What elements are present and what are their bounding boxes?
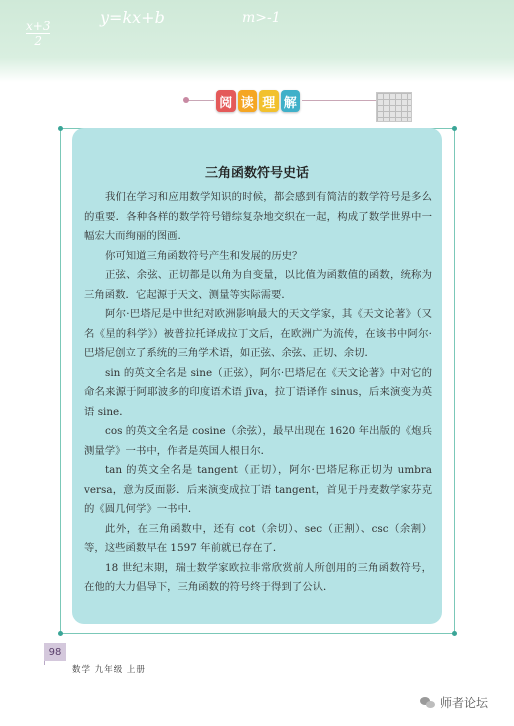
- corner-dot-top-right: [452, 126, 457, 131]
- formula-denominator: 2: [34, 34, 43, 48]
- reading-box: [72, 128, 442, 624]
- paragraph: 我们在学习和应用数学知识的时候，都会感到有简洁的数学符号是多么的重要．各种各样的数学符号错综复杂地交织在一起，构成了数学世界中一幅宏大而绚丽的图画．: [84, 191, 432, 242]
- book-label: 数学 九年级 上册: [72, 665, 146, 675]
- grid-paper-icon: [376, 92, 412, 122]
- article-body: [84, 188, 432, 598]
- watermark: [420, 694, 488, 711]
- article-title: 三角函数符号史话: [204, 166, 309, 181]
- rule-dot-left: [183, 97, 189, 103]
- formula-fraction: [26, 20, 50, 47]
- watermark-text: 师者论坛: [440, 696, 489, 710]
- paragraph: 18 世纪末期，瑞士数学家欧拉非常欣赏前人所创用的三角函数符号，在他的大力倡导下，三角函数的符号终于得到了公认．: [84, 561, 432, 593]
- paragraph: 阿尔·巴塔尼是中世纪对欧洲影响最大的天文学家，其《天文论著》（又名《星的科学》）被普拉托译成拉丁文后，在欧洲广为流传，在该书中阿尔·巴塔尼创立了系统的三角学术语，如正弦、余弦、正切、余切．: [84, 308, 432, 359]
- paragraph: sin 的英文全名是 sine（正弦），阿尔·巴塔尼在《天文论著》中对它的命名来源于阿耶波多的印度语术语 jīva，拉丁语译作 sinus，后来演变为英语 sine．: [84, 366, 432, 418]
- section-title-char: 读: [238, 90, 258, 112]
- section-title-char: 理: [259, 90, 279, 112]
- frame-line-left: [60, 128, 61, 634]
- paragraph: tan 的英文全名是 tangent（正切），阿尔·巴塔尼称正切为 umbra versa，意为反面影．后来演变成拉丁语 tangent，首见于丹麦数学家芬克的《圆几何学》一书中．: [84, 464, 432, 515]
- formula-inequality: m>-1: [242, 10, 281, 26]
- formula-linear: y=kx+b: [100, 8, 165, 27]
- header-band: [0, 0, 514, 82]
- corner-dot-bottom-right: [452, 631, 457, 636]
- paragraph: 此外，在三角函数中，还有 cot（余切）、sec（正割）、csc（余割）等，这些函数早在 1597 年前就已存在了．: [84, 522, 432, 554]
- corner-dot-top-left: [58, 126, 63, 131]
- paragraph: 你可知道三角函数符号产生和发展的历史？: [105, 249, 303, 262]
- frame-line-right: [454, 128, 455, 634]
- paragraph: 正弦、余弦、正切都是以角为自变量，以比值为函数值的函数，统称为三角函数．它起源于天文、测量等实际需要．: [84, 269, 432, 301]
- wechat-icon: [420, 697, 436, 709]
- title-rule-right: [302, 100, 384, 101]
- section-title-char: 解: [281, 90, 301, 112]
- paragraph: cos 的英文全名是 cosine（余弦），最早出现在 1620 年出版的《炮兵测量学》一书中，作者是英国人根日尔．: [84, 425, 432, 457]
- formula-numerator: x+3: [26, 19, 51, 33]
- page-number: 98: [44, 643, 66, 661]
- corner-dot-bottom-left: [58, 631, 63, 636]
- frame-line-bottom: [60, 633, 455, 634]
- section-title-char: 阅: [216, 90, 236, 112]
- section-title: [216, 86, 300, 116]
- title-rule-left: [186, 100, 214, 101]
